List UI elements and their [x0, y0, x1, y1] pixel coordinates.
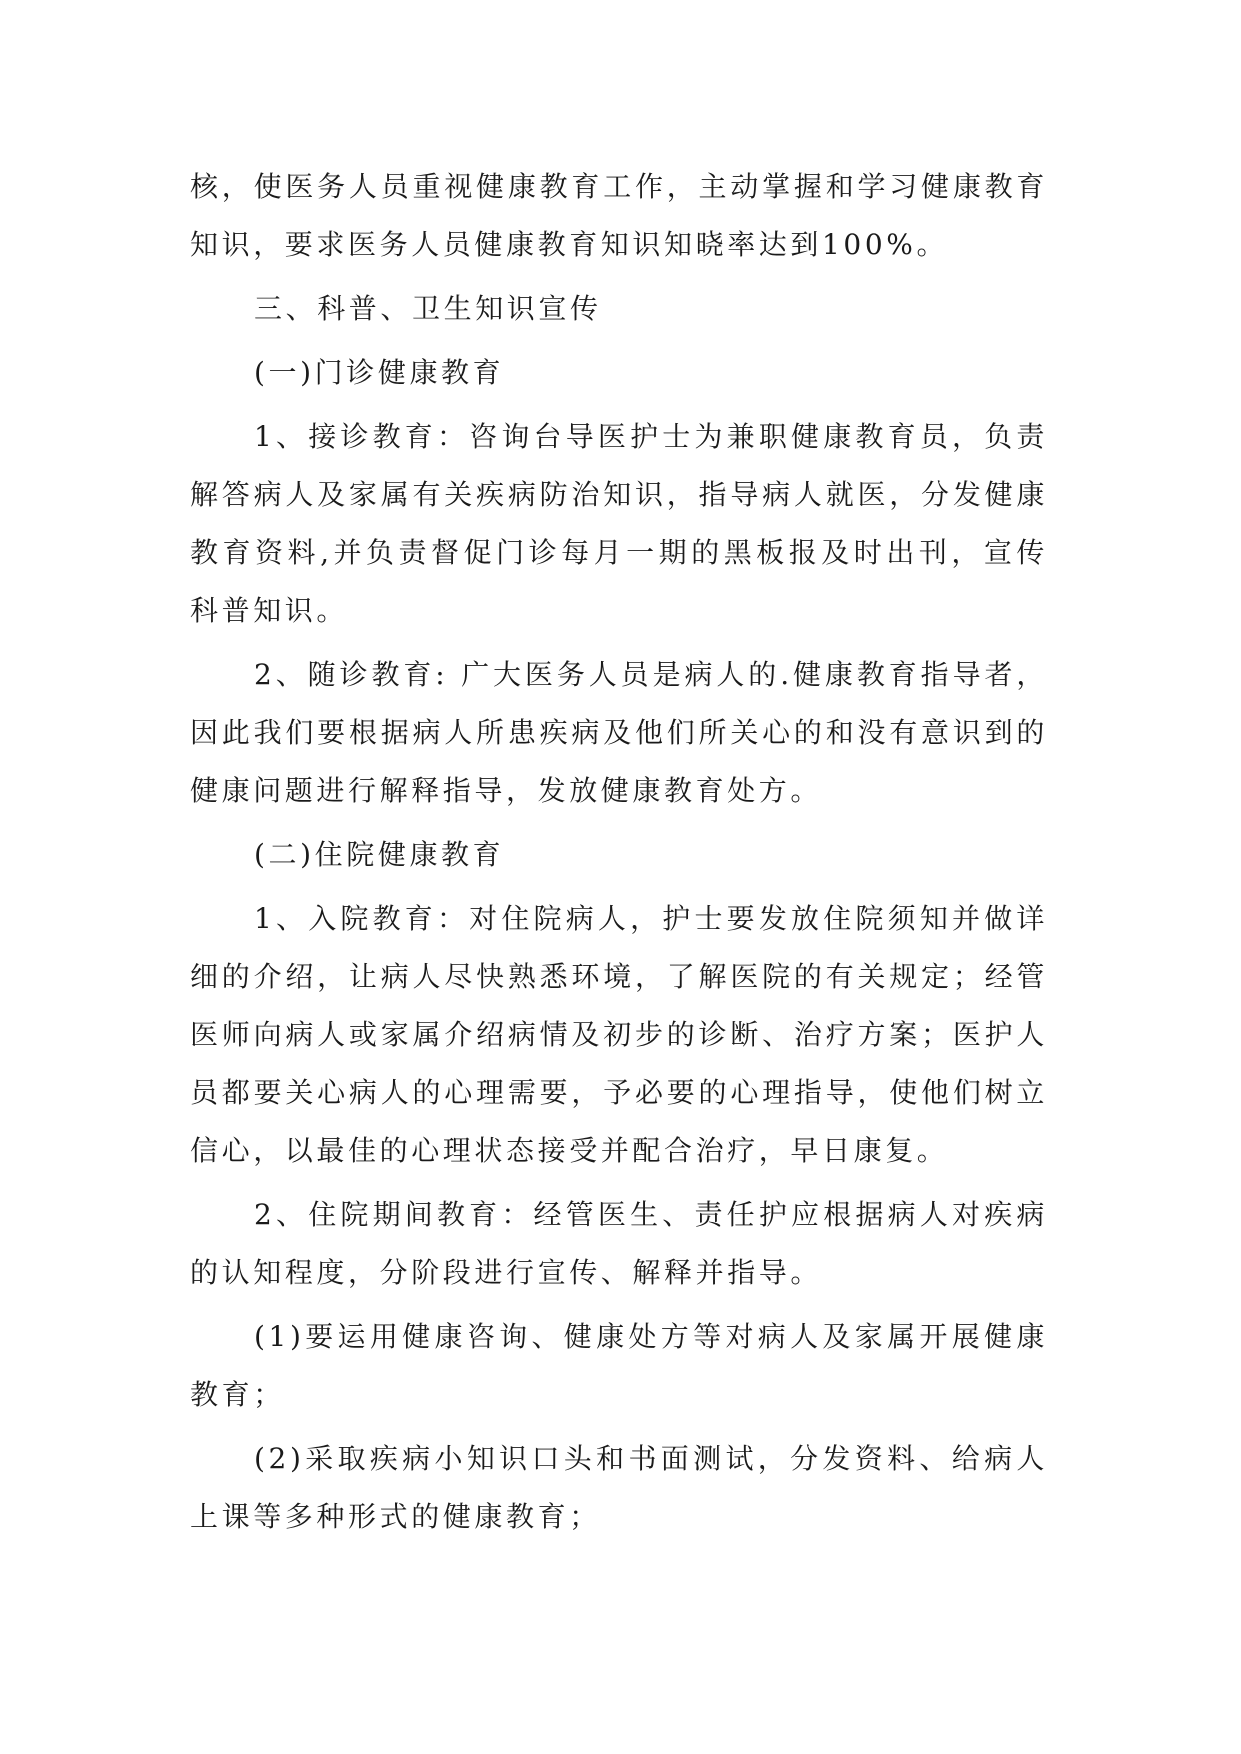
subsection-heading-inpatient: (二)住院健康教育 [254, 838, 505, 871]
subsection-heading-outpatient: (一)门诊健康教育 [254, 356, 505, 389]
document-body [190, 158, 1048, 1552]
paragraph-followup-education: 2、随诊教育: 广大医务人员是病人的.健康教育指导者，因此我们要根据病人所患疾病及他们所关心的和没有意识到的健康问题进行解释指导，发放健康教育处方。 [190, 658, 1048, 807]
paragraph-hospitalization-education: 2、住院期间教育：经管医生、责任护应根据病人对疾病的认知程度，分阶段进行宣传、解释并指导。 [190, 1198, 1048, 1289]
list-item-testing: (2)采取疾病小知识口头和书面测试，分发资料、给病人上课等多种形式的健康教育； [190, 1442, 1048, 1533]
paragraph-continuation: 核，使医务人员重视健康教育工作，主动掌握和学习健康教育知识，要求医务人员健康教育知识知晓率达到100%。 [190, 170, 1048, 261]
paragraph-admission-education: 1、入院教育：对住院病人，护士要发放住院须知并做详细的介绍，让病人尽快熟悉环境，了解医院的有关规定；经管医师向病人或家属介绍病情及初步的诊断、治疗方案；医护人员都要关心病人的心理需要，予必要的心理指导，使他们树立信心，以最佳的心理状态接受并配合治疗，早日康复。 [190, 902, 1048, 1167]
list-item-consultation: (1)要运用健康咨询、健康处方等对病人及家属开展健康教育； [190, 1320, 1048, 1411]
paragraph-reception-education: 1、接诊教育：咨询台导医护士为兼职健康教育员，负责解答病人及家属有关疾病防治知识，指导病人就医，分发健康教育资料,并负责督促门诊每月一期的黑板报及时出刊，宣传科普知识。 [190, 420, 1048, 627]
section-heading-science-publicity: 三、科普、卫生知识宣传 [254, 292, 602, 325]
